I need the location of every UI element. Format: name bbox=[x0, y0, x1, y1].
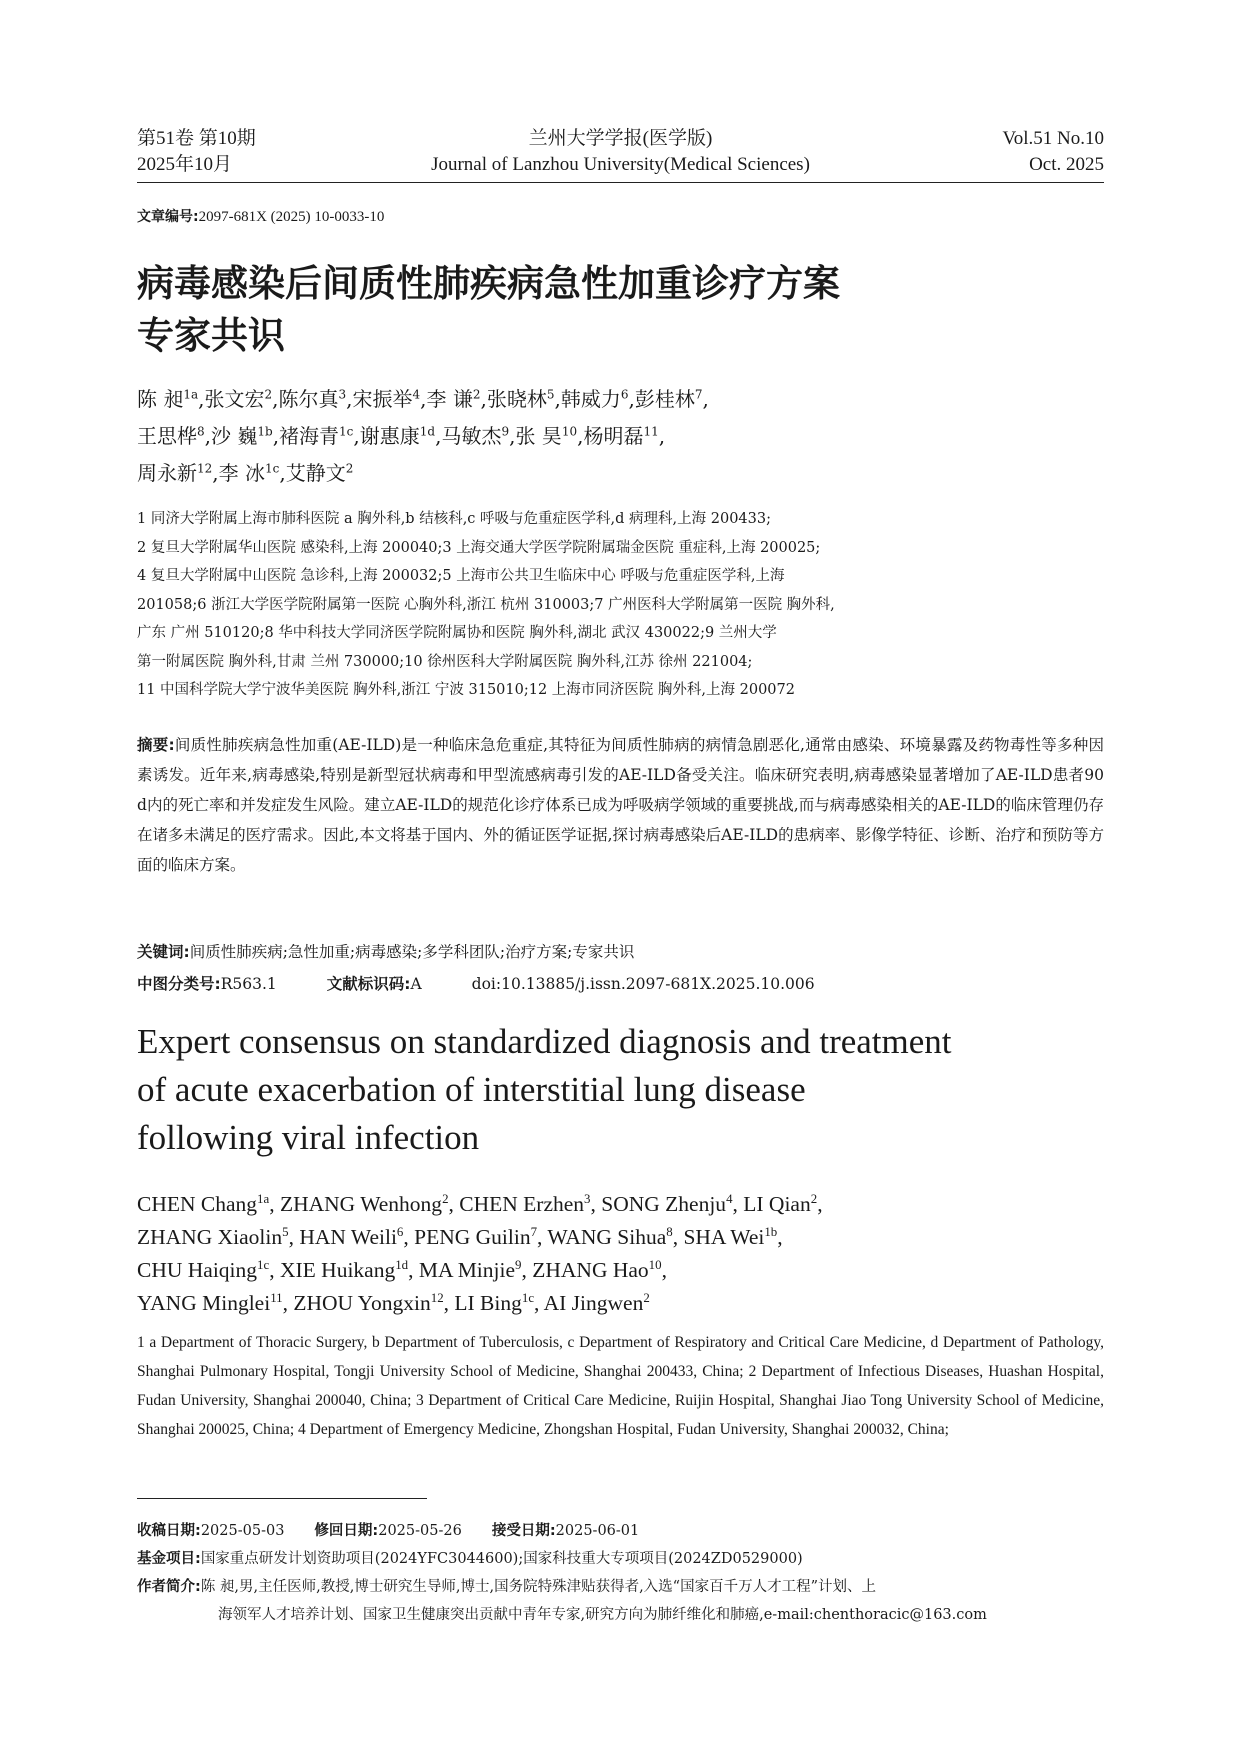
affiliation-marker: 1a bbox=[257, 1191, 270, 1206]
footnote-divider bbox=[137, 1498, 427, 1499]
author-bio-text: 陈 昶,男,主任医师,教授,博士研究生导师,博士,国务院特殊津贴获得者,入选“国家百千万人才工程”计划、上 bbox=[200, 1579, 877, 1595]
journal-page bbox=[137, 0, 1104, 1754]
accepted-label: 接受日期: bbox=[491, 1523, 556, 1539]
header-divider bbox=[137, 182, 1104, 183]
header-vol-no: Vol.51 No.10 bbox=[1002, 128, 1104, 149]
english-authors-line: CHEN Chang$^{1a}$, ZHANG Wenhong$^2$, CHEN Erzhen$^3$, SONG Zhenju$^4$, LI Qian$^2$, bbox=[137, 1191, 823, 1216]
doi-label: doi: bbox=[471, 975, 502, 993]
funding-text: 国家重点研发计划资助项目(2024YFC3044600);国家科技重大专项项目(2024ZD0529000) bbox=[200, 1551, 803, 1567]
english-title bbox=[137, 1018, 1104, 1162]
affiliation-line: 11 中国科学院大学宁波华美医院 胸外科,浙江 宁波 315010;12 上海市同济医院 胸外科,上海 200072 bbox=[137, 682, 795, 698]
affiliation-marker: 2 bbox=[810, 1191, 818, 1206]
header-date-en: Oct. 2025 bbox=[1029, 154, 1104, 175]
clc-value: R563.1 bbox=[220, 975, 277, 993]
chinese-authors-line: 周永新$^{12}$,李 冰$^{1c}$,艾静文$^2$ bbox=[137, 461, 354, 485]
chinese-title-line: 专家共识 bbox=[137, 314, 285, 357]
chinese-affiliations bbox=[137, 505, 1104, 705]
author-bio-text: 海领军人才培养计划、国家卫生健康突出贡献中青年专家,研究方向为肺纤维化和肺癌,e-mail:chenthoracic@163.com bbox=[218, 1607, 987, 1623]
affiliation-line: 2 复旦大学附属华山医院 感染科,上海 200040;3 上海交通大学医学院附属瑞金医院 重症科,上海 200025; bbox=[137, 539, 821, 556]
affiliation-marker: 12 bbox=[197, 461, 213, 476]
affiliation-line: 1 同济大学附属上海市肺科医院 a 胸外科,b 结核科,c 呼吸与危重症医学科,d 病理科,上海 200433; bbox=[137, 511, 771, 527]
affiliation-line: 第一附属医院 胸外科,甘肃 兰州 730000;10 徐州医科大学附属医院 胸外科,江苏 徐州 221004; bbox=[137, 653, 753, 670]
affiliation-marker: 1c bbox=[521, 1290, 535, 1305]
affiliation-marker: 2 bbox=[472, 387, 481, 402]
classification-row bbox=[137, 972, 1104, 994]
article-number-label: 文章编号: bbox=[137, 209, 199, 225]
affiliation-marker: 1d bbox=[395, 1257, 409, 1272]
affiliation-marker: 6 bbox=[396, 1224, 404, 1239]
article-number-value: 2097-681X (2025) 10-0033-10 bbox=[198, 209, 385, 225]
doc-code-value: A bbox=[410, 975, 422, 993]
affiliation-marker: 1b bbox=[764, 1224, 778, 1239]
chinese-authors bbox=[137, 381, 1104, 492]
english-authors-line: ZHANG Xiaolin$^5$, HAN Weili$^6$, PENG Guilin$^7$, WANG Sihua$^8$, SHA Wei$^{1b}$, bbox=[137, 1224, 783, 1249]
affiliation-marker: 4 bbox=[726, 1191, 733, 1206]
affiliation-marker: 12 bbox=[430, 1290, 444, 1305]
abstract-text: 间质性肺疾病急性加重(AE-ILD)是一种临床急危重症,其特征为间质性肺病的病情急剧恶化,通常由感染、环境暴露及药物毒性等多种因素诱发。近年来,病毒感染,特别是新型冠状病毒和甲型流感病毒引发的AE-ILD备受关注。临床研究表明,病毒感染显著增加了AE-ILD患者90 d内的死亡率和并发症发生风险。建立AE-ILD的规范化诊疗体系已成为呼吸病学领域的重要挑战,而与病毒感染相关的AE-ILD的临床管理仍存在诸多未满足的医疗需求。因此,本文将基于国内、外的循证医学证据,探讨病毒感染后AE-ILD的患病率、影像学特征、诊断、治疗和预防等方面的临床方案。 bbox=[137, 736, 1104, 874]
chinese-authors-line: 陈 昶$^{1a}$,张文宏$^2$,陈尔真$^3$,宋振举$^4$,李 谦$^2$,张晓林$^5$,韩威力$^6$,彭桂林$^7$, bbox=[137, 387, 709, 411]
affiliation-marker: 2 bbox=[643, 1290, 650, 1305]
affiliation-marker: 1d bbox=[419, 424, 436, 439]
revised-date: 2025-05-26 bbox=[378, 1523, 462, 1539]
english-title-line: of acute exacerbation of interstitial lung disease bbox=[137, 1070, 806, 1109]
affiliation-marker: 5 bbox=[546, 387, 555, 402]
accepted-date: 2025-06-01 bbox=[555, 1523, 640, 1539]
english-title-line: Expert consensus on standardized diagnosis and treatment bbox=[137, 1022, 952, 1061]
affiliation-marker: 11 bbox=[643, 424, 659, 439]
english-authors-line: YANG Minglei$^{11}$, ZHOU Yongxin$^{12}$, LI Bing$^{1c}$, AI Jingwen$^2$ bbox=[137, 1290, 650, 1315]
header-volume-en bbox=[1002, 126, 1104, 178]
affiliation-marker: 11 bbox=[270, 1290, 283, 1305]
affiliation-line: 4 复旦大学附属中山医院 急诊科,上海 200032;5 上海市公共卫生临床中心 呼吸与危重症医学科,上海 bbox=[137, 568, 785, 584]
clc-label: 中图分类号: bbox=[137, 975, 221, 993]
affiliation-marker: 3 bbox=[584, 1191, 591, 1206]
affiliation-marker: 1c bbox=[257, 1257, 270, 1272]
chinese-title-line: 病毒感染后间质性肺疾病急性加重诊疗方案 bbox=[137, 262, 840, 305]
affiliation-line: 广东 广州 510120;8 华中科技大学同济医学院附属协和医院 胸外科,湖北 武汉 430022;9 兰州大学 bbox=[137, 625, 777, 641]
funding-label: 基金项目: bbox=[137, 1551, 201, 1567]
article-number bbox=[137, 206, 384, 226]
affiliation-marker: 2 bbox=[345, 461, 354, 476]
revised-label: 修回日期: bbox=[314, 1523, 379, 1539]
received-label: 收稿日期: bbox=[137, 1523, 201, 1539]
affiliation-marker: 2 bbox=[264, 387, 273, 402]
affiliation-marker: 9 bbox=[515, 1257, 522, 1272]
affiliation-marker: 6 bbox=[620, 387, 629, 402]
abstract-label: 摘要: bbox=[137, 736, 175, 754]
english-authors-line: CHU Haiqing$^{1c}$, XIE Huikang$^{1d}$, MA Minjie$^9$, ZHANG Hao$^{10}$, bbox=[137, 1257, 667, 1282]
dates-row bbox=[137, 1517, 1104, 1545]
affiliation-marker: 10 bbox=[648, 1257, 662, 1272]
affiliation-marker: 8 bbox=[666, 1224, 673, 1239]
footnotes bbox=[137, 1517, 1104, 1629]
affiliation-marker: 7 bbox=[530, 1224, 538, 1239]
keywords-text: 间质性肺疾病;急性加重;病毒感染;多学科团队;治疗方案;专家共识 bbox=[189, 943, 635, 961]
header-journal-en: Journal of Lanzhou University(Medical Sciences) bbox=[431, 154, 810, 175]
chinese-authors-line: 王思桦$^8$,沙 巍$^{1b}$,褚海青$^{1c}$,谢惠康$^{1d}$,马敏杰$^9$,张 昊$^{10}$,杨明磊$^{11}$, bbox=[137, 424, 666, 448]
header-journal-cn: 兰州大学学报(医学版) bbox=[528, 128, 713, 149]
affiliation-marker: 10 bbox=[561, 424, 578, 439]
affiliation-marker: 1c bbox=[339, 424, 354, 439]
funding-row bbox=[137, 1545, 1104, 1573]
author-bio-row bbox=[137, 1573, 1104, 1601]
affiliation-marker: 1a bbox=[183, 387, 199, 402]
affiliation-marker: 1c bbox=[265, 461, 280, 476]
doi-value: 10.13885/j.issn.2097-681X.2025.10.006 bbox=[501, 975, 815, 993]
chinese-title bbox=[137, 258, 840, 362]
received-date: 2025-05-03 bbox=[200, 1523, 285, 1539]
affiliation-marker: 8 bbox=[197, 424, 205, 439]
affiliation-marker: 2 bbox=[442, 1191, 449, 1206]
affiliation-line: 201058;6 浙江大学医学院附属第一医院 心胸外科,浙江 杭州 310003;7 广州医科大学附属第一医院 胸外科, bbox=[137, 596, 835, 613]
affiliation-marker: 9 bbox=[501, 424, 510, 439]
header-journal bbox=[137, 126, 1104, 178]
affiliation-marker: 1b bbox=[257, 424, 273, 439]
keywords-label: 关键词: bbox=[137, 943, 190, 961]
english-title-line: following viral infection bbox=[137, 1118, 480, 1157]
abstract bbox=[137, 730, 1104, 880]
header-date-cn: 2025年10月 bbox=[137, 154, 233, 175]
affiliation-marker: 3 bbox=[338, 387, 347, 402]
header-volume-issue: 第51卷 第10期 bbox=[137, 128, 256, 149]
english-affiliations: 1 a Department of Thoracic Surgery, b Department of Tuberculosis, c Department of Respiratory and Critical Care Medicine, d Department of Pathology, Shanghai Pulmonary Hospital, Tongji University School of Medicine, Shanghai 200433, China; 2 Department of Infectious Diseases, Huashan Hospital, Fudan University, Shanghai 200040, China; 3 Department of Critical Care Medicine, Ruijin Hospital, Shanghai Jiao Tong University School of Medicine, Shanghai 200025, China; 4 Department of Emergency Medicine, Zhongshan Hospital, Fudan University, Shanghai 200032, China; bbox=[137, 1334, 1104, 1438]
affiliation-marker: 7 bbox=[694, 387, 703, 402]
keywords bbox=[137, 940, 1104, 962]
affiliation-marker: 4 bbox=[412, 387, 421, 402]
doc-code-label: 文献标识码: bbox=[326, 975, 411, 993]
affiliation-marker: 5 bbox=[282, 1224, 289, 1239]
author-bio-label: 作者简介: bbox=[137, 1579, 201, 1595]
running-header bbox=[137, 126, 1104, 186]
english-authors bbox=[137, 1188, 1104, 1320]
